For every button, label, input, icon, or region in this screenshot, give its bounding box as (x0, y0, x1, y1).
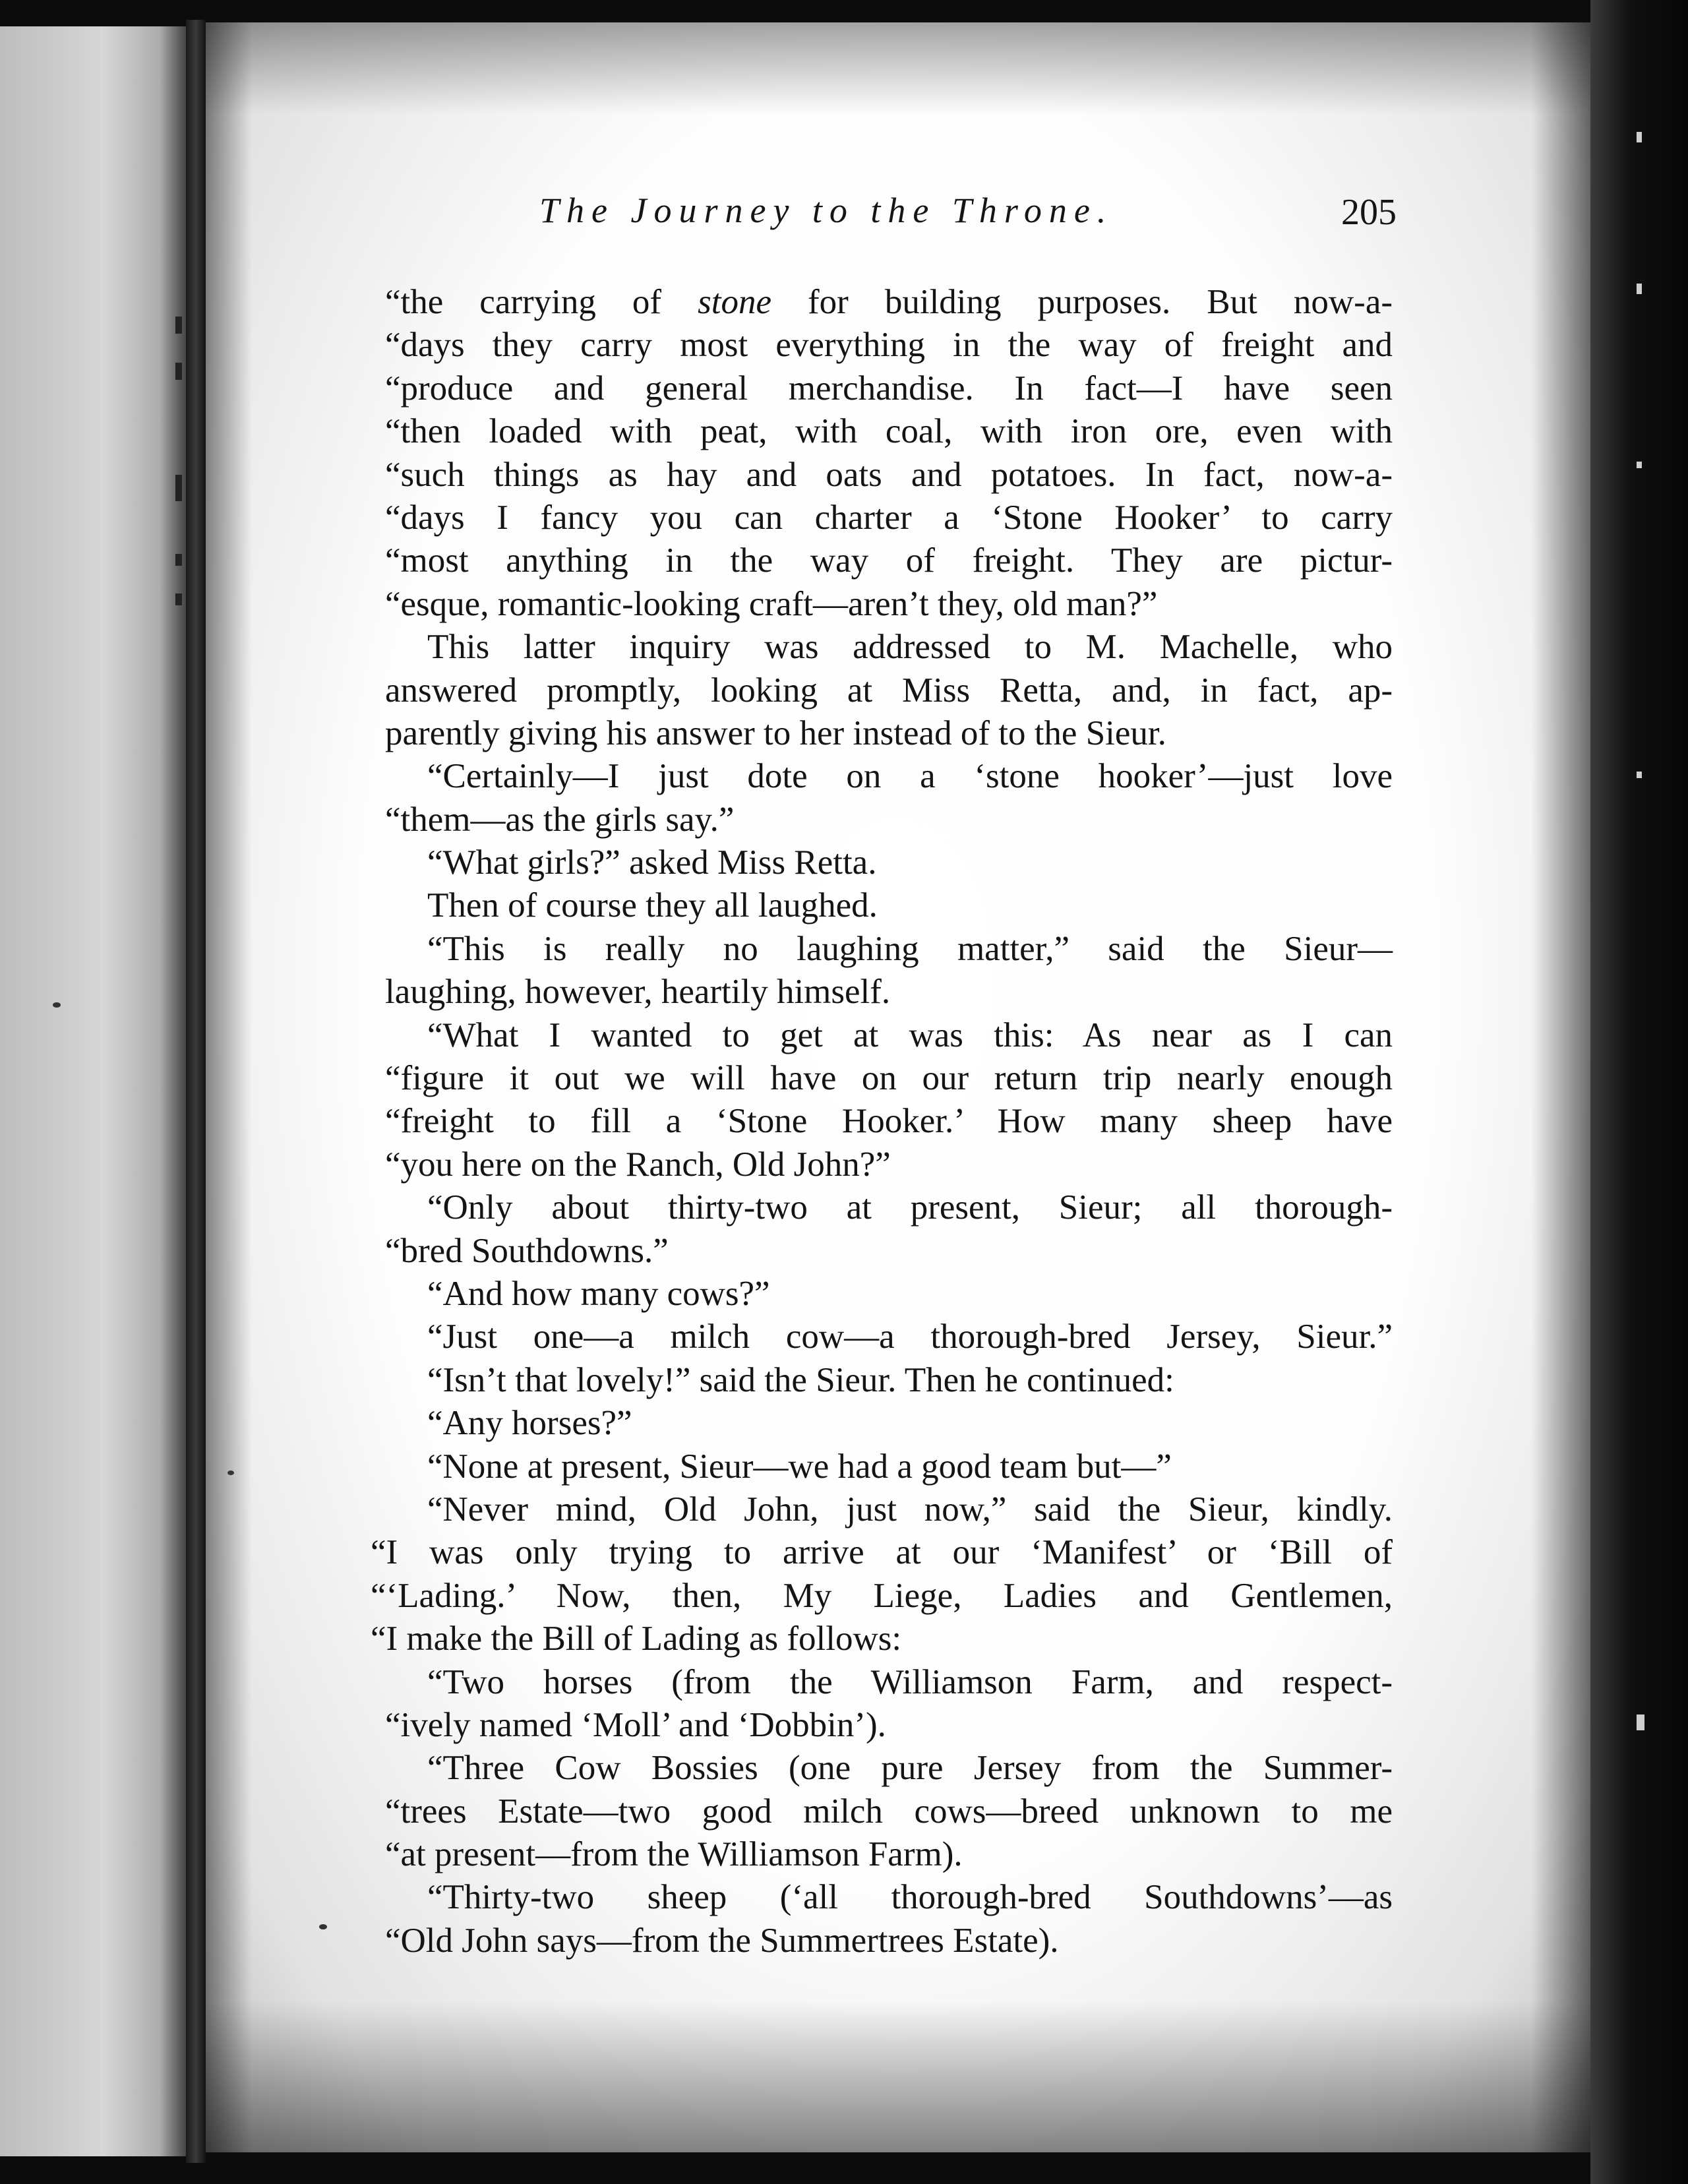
text-line (385, 1833, 1393, 1876)
text-run: “Just one—a milch cow—a thorough-bred Jersey, Sieur.” (427, 1318, 1393, 1356)
text-run: laughing, however, heartily himself. (385, 973, 891, 1012)
text-run: “Isn’t that lovely!” said the Sieur. Then he continued: (427, 1360, 1174, 1399)
text-line (385, 1359, 1393, 1402)
text-line (385, 324, 1393, 367)
italic-text: stone (698, 283, 771, 321)
text-line (385, 1100, 1393, 1143)
page-shadow-bottom (206, 2001, 1590, 2152)
text-line (385, 1445, 1393, 1488)
text-line (385, 281, 1393, 324)
running-title: The Journey to the Throne. (539, 191, 1114, 230)
text-run: “such things as hay and oats and potatoes. In fact, now-a- (385, 455, 1393, 494)
speck (53, 1002, 61, 1008)
text-run: “most anything in the way of freight. They are pictur- (385, 541, 1393, 580)
text-line (385, 799, 1393, 841)
text-run: “them—as the girls say.” (385, 800, 735, 839)
text-run: “at present—from the Williamson Farm). (385, 1835, 963, 1874)
text-run: answered promptly, looking at Miss Retta, and, in fact, ap- (385, 671, 1393, 710)
text-run: “I was only trying to arrive at our ‘Manifest’ or ‘Bill of (371, 1533, 1393, 1572)
text-run: “Thirty-two sheep (‘all thorough-bred Southdowns’—as (427, 1878, 1393, 1917)
text-line (385, 1186, 1393, 1229)
text-line (385, 583, 1393, 626)
edge-tick (1637, 132, 1642, 142)
text-line (385, 971, 1393, 1014)
text-line (385, 1402, 1393, 1445)
page-shadow-right (1531, 22, 1590, 2152)
edge-mark (175, 554, 182, 566)
edge-tick (1637, 1714, 1644, 1730)
edge-mark (175, 363, 182, 380)
page-number: 205 (1341, 192, 1397, 233)
text-run: “‘Lading.’ Now, then, My Liege, Ladies and Gentlemen, (371, 1576, 1393, 1615)
text-run: “trees Estate—two good milch cows—breed unknown to me (385, 1792, 1393, 1831)
text-line (385, 1920, 1393, 1962)
text-line (385, 1316, 1393, 1358)
text-run: “the carrying of (385, 283, 698, 321)
edge-mark (175, 593, 182, 605)
facing-page-edge (0, 26, 186, 2156)
edge-mark (175, 475, 182, 501)
gutter-shadow (160, 26, 186, 2156)
page-shadow-left (206, 22, 252, 2152)
text-run: “days I fancy you can charter a ‘Stone Hooker’ to carry (385, 498, 1393, 537)
book-spine (186, 20, 206, 2163)
text-run: “This is really no laughing matter,” said the Sieur— (427, 929, 1393, 968)
text-line (371, 1575, 1393, 1618)
text-run: “days they carry most everything in the way of freight and (385, 326, 1393, 365)
text-line (385, 539, 1393, 582)
text-run: “Two horses (from the Williamson Farm, and respect- (427, 1662, 1393, 1701)
text-line (371, 1531, 1393, 1574)
text-run: “What girls?” asked Miss Retta. (427, 843, 877, 882)
text-run: “And how many cows?” (427, 1274, 770, 1313)
text-line (385, 841, 1393, 884)
text-line (385, 1876, 1393, 1919)
text-line (385, 367, 1393, 410)
text-line (385, 1230, 1393, 1273)
text-run: “Three Cow Bossies (one pure Jersey from the Summer- (427, 1749, 1393, 1788)
edge-tick (1637, 284, 1642, 294)
body-text (371, 281, 1393, 1962)
text-run: “What I wanted to get at was this: As near as I can (427, 1016, 1393, 1054)
page-shadow-top (206, 22, 1590, 115)
text-run: parently giving his answer to her instead of to the Sieur. (385, 713, 1166, 752)
text-run: “then loaded with peat, with coal, with iron ore, even with (385, 412, 1393, 451)
text-run: “bred Southdowns.” (385, 1231, 669, 1270)
text-line (385, 1143, 1393, 1186)
text-run: “produce and general merchandise. In fact—I have seen (385, 369, 1393, 408)
text-line (385, 1488, 1393, 1531)
text-run: “Never mind, Old John, just now,” said the Sieur, kindly. (427, 1490, 1393, 1529)
text-run: This latter inquiry was addressed to M. Machelle, who (427, 628, 1393, 667)
text-run: “you here on the Ranch, Old John?” (385, 1145, 891, 1184)
text-run: “esque, romantic-looking craft—aren’t they, old man?” (385, 584, 1158, 623)
text-line (385, 626, 1393, 669)
text-run: “freight to fill a ‘Stone Hooker.’ How many sheep have (385, 1102, 1393, 1141)
text-line (385, 755, 1393, 798)
text-run: “Only about thirty-two at present, Sieur; all thorough- (427, 1188, 1393, 1227)
edge-tick (1637, 462, 1642, 468)
text-run: “figure it out we will have on our return trip nearly enough (385, 1059, 1393, 1098)
text-run: “Old John says—from the Summertrees Estate). (385, 1921, 1059, 1960)
text-line (385, 410, 1393, 453)
text-run: “None at present, Sieur—we had a good team but—” (427, 1447, 1172, 1486)
text-run: Then of course they all laughed. (427, 886, 878, 925)
text-line (385, 928, 1393, 971)
scanner-edge (1590, 0, 1688, 2184)
edge-tick (1637, 772, 1642, 778)
text-line (385, 712, 1393, 755)
running-header (342, 190, 1397, 249)
text-line (385, 1661, 1393, 1704)
text-run: “Any horses?” (427, 1404, 632, 1443)
text-run: “I make the Bill of Lading as follows: (371, 1620, 902, 1658)
text-line (385, 1057, 1393, 1100)
text-run: “ively named ‘Moll’ and ‘Dobbin’). (385, 1705, 886, 1744)
text-line (385, 454, 1393, 497)
edge-mark (175, 317, 182, 334)
text-line (385, 1704, 1393, 1747)
text-line (385, 1014, 1393, 1057)
speck (227, 1471, 234, 1475)
text-line (385, 669, 1393, 712)
text-line (385, 1273, 1393, 1316)
text-line (385, 884, 1393, 927)
speck (319, 1924, 327, 1929)
text-line (385, 497, 1393, 539)
text-run: “Certainly—I just dote on a ‘stone hooker’—just love (427, 757, 1393, 796)
text-line (371, 1618, 1393, 1660)
text-line (385, 1747, 1393, 1790)
text-line (385, 1790, 1393, 1833)
text-run: for building purposes. But now-a- (771, 283, 1393, 321)
